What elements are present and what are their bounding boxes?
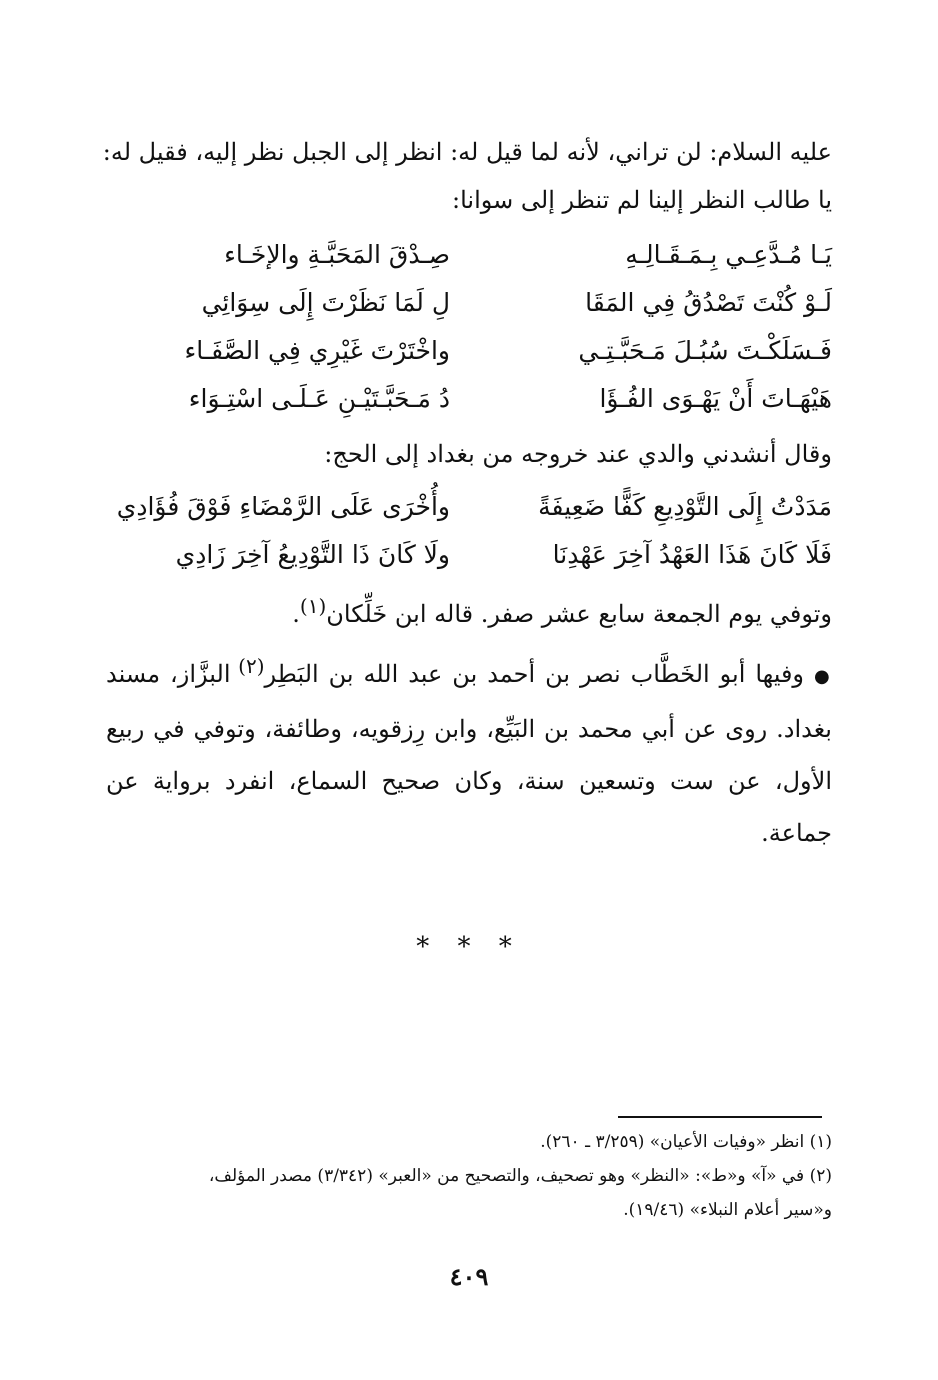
entry-text-b: البزَّاز، مسند بغداد. روى عن أبي محمد بن البَيِّع، وابن رِزقويه، وطائفة، وتوفي في ربيع الأول، عن ست وتسعين سنة، وكان صحيح السماع، انفرد برواية عن جماعة.: [106, 660, 832, 847]
poem1-verse3-first: فَـسَلَكْـتَ سُبُـلَ مَـحَبَّـتِـي: [578, 336, 832, 365]
poem2-verse2-first: فَلَا كَانَ هَذَا العَهْدُ آخِرَ عَهْدِنَا: [552, 540, 832, 569]
poem1-verse2-second: لِ لَمَا نَظَرْتَ إِلَى سِوَائِي: [201, 288, 450, 317]
poem1-verse4-first: هَيْهَـاتَ أَنْ يَهْـوَى الفُـؤَا: [599, 384, 832, 413]
footnote-2-line-2: و«سير أعلام النبلاء» (١٩/٤٦).: [623, 1200, 832, 1220]
poem1-verse2-first: لَـوْ كُنْتَ تَصْدُقُ فِي المَقَا: [585, 288, 832, 317]
footnote-rule: [618, 1116, 822, 1118]
death-date-text: وتوفي يوم الجمعة سابع عشر صفر. قاله ابن خَلِّكان: [326, 600, 832, 628]
text-line-4: وتوفي يوم الجمعة سابع عشر صفر. قاله ابن خَلِّكان$^{(١)}$.: [292, 594, 832, 628]
poem1-verse4-second: دُ مَـحَبَّـتَيْـنِ عَـلَـى اسْتِـوَاء: [188, 384, 450, 413]
footnote-2-line-1: (٢) في «آ» و«ط»: «النظر» وهو تصحيف، والتصحيح من «العبر» (٣/٣٤٢) مصدر المؤلف،: [208, 1166, 832, 1186]
text-line-2: يا طالب النظر إلينا لم تنظر إلى سوانا:: [452, 186, 832, 214]
page-number: ٤٠٩: [449, 1262, 489, 1291]
poem2-verse2-second: ولَا كَانَ ذَا التَّوْدِيعُ آخِرَ زَادِي: [175, 540, 450, 569]
footnote-1: (١) انظر «وفيات الأعيان» (٣/٢٥٩ ـ ٢٦٠).: [540, 1132, 832, 1152]
footnote-ref-1: (١): [299, 594, 327, 618]
poem1-verse1-second: صِـدْقَ المَحَبَّـةِ والإخَـاء: [224, 240, 450, 269]
entry-paragraph: [106, 640, 832, 859]
poem2-verse1-second: وأُخْرَى عَلَى الرَّمْضَاءِ فَوْقَ فُؤَادِي: [116, 492, 450, 521]
text-line-3: وقال أنشدني والدي عند خروجه من بغداد إلى الحج:: [324, 440, 832, 468]
poem1-verse1-first: يَـا مُـدَّعِـي بِـمَـقَـالِـهِ: [625, 240, 832, 269]
footnote-ref-2: (٢): [238, 654, 265, 678]
section-separator: * * *: [416, 932, 522, 962]
poem2-verse1-first: مَدَدْتُ إِلَى التَّوْدِيعِ كَفًّا ضَعِيفَةً: [538, 492, 832, 521]
entry-text-a: وفيها أبو الخَطَّاب نصر بن أحمد بن عبد الله بن البَطِر: [264, 660, 805, 688]
text-line-1: عليه السلام: لن تراني، لأنه لما قيل له: انظر إلى الجبل نظر إليه، فقيل له:: [102, 138, 832, 166]
poem1-verse3-second: واخْتَرْتَ غَيْرِي فِي الصَّفَـاء: [184, 336, 450, 365]
bullet-icon: ●: [813, 666, 832, 687]
